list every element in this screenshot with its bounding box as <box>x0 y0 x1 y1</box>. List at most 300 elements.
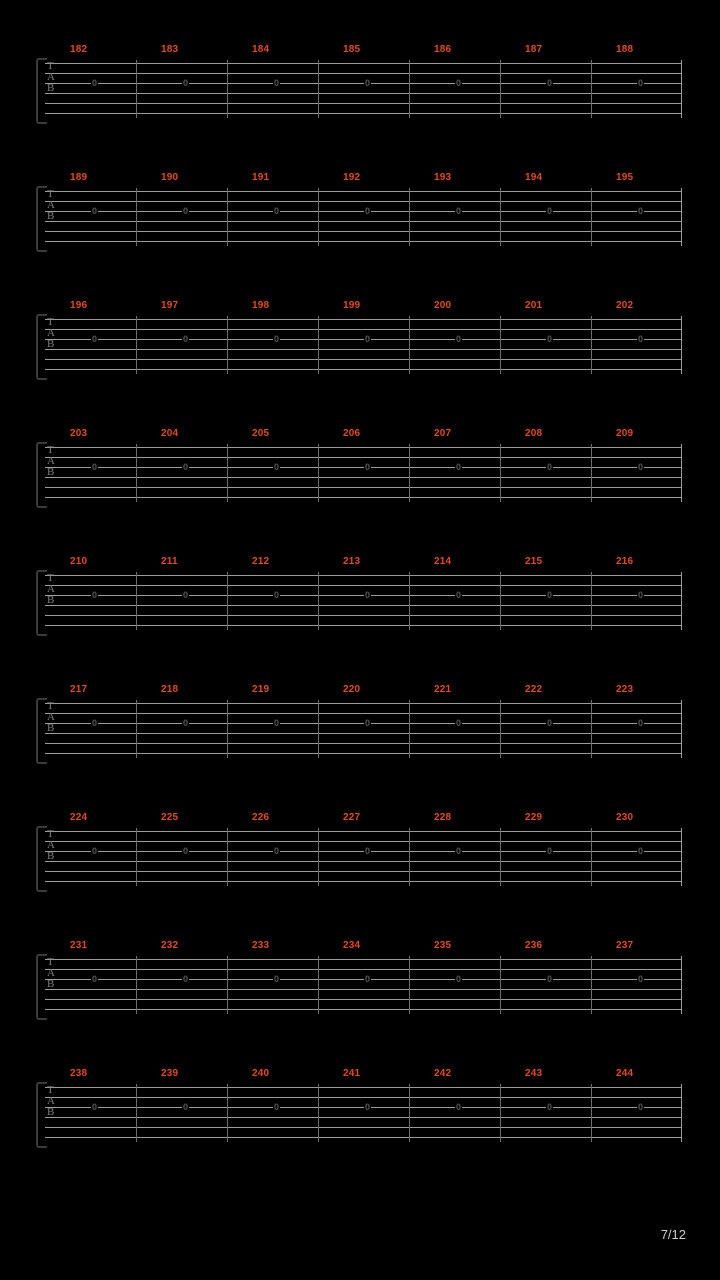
barline <box>591 188 592 246</box>
bar-number: 224 <box>70 812 88 823</box>
tab-clef-letter: T <box>47 60 54 72</box>
tab-note: 0 <box>456 1102 462 1112</box>
bar-number: 242 <box>434 1068 452 1079</box>
staff-system <box>36 684 682 758</box>
tab-note: 0 <box>456 590 462 600</box>
end-barline <box>681 316 682 374</box>
bar-number: 185 <box>343 44 361 55</box>
end-barline <box>681 444 682 502</box>
staff-system <box>36 172 682 246</box>
barline <box>409 828 410 886</box>
tab-clef <box>47 317 59 373</box>
staff-line <box>45 625 682 626</box>
barline <box>318 316 319 374</box>
bar-number: 207 <box>434 428 452 439</box>
bar-number: 202 <box>616 300 634 311</box>
tab-clef-letter: B <box>47 210 55 222</box>
tab-note: 0 <box>274 974 280 984</box>
tab-note: 0 <box>92 974 98 984</box>
bar-number: 223 <box>616 684 634 695</box>
staff-line <box>45 93 682 94</box>
barline <box>500 828 501 886</box>
tab-note: 0 <box>183 590 189 600</box>
staff-line <box>45 1097 682 1098</box>
bar-number: 186 <box>434 44 452 55</box>
barline <box>318 572 319 630</box>
tab-clef-letter: A <box>47 71 55 83</box>
tab-note: 0 <box>183 78 189 88</box>
tab-note: 0 <box>183 206 189 216</box>
barline <box>136 828 137 886</box>
bar-number: 187 <box>525 44 543 55</box>
bar-number: 184 <box>252 44 270 55</box>
bar-number: 231 <box>70 940 88 951</box>
barline <box>318 828 319 886</box>
barline <box>136 956 137 1014</box>
barline <box>500 700 501 758</box>
staff-line <box>45 575 682 576</box>
tab-note: 0 <box>547 206 553 216</box>
bar-number: 209 <box>616 428 634 439</box>
bar-number: 211 <box>161 556 178 567</box>
bar-number: 241 <box>343 1068 361 1079</box>
bar-number: 217 <box>70 684 88 695</box>
tab-note: 0 <box>274 718 280 728</box>
bar-number: 243 <box>525 1068 543 1079</box>
bar-number: 218 <box>161 684 179 695</box>
barline <box>136 444 137 502</box>
bar-number: 222 <box>525 684 543 695</box>
staff-line <box>45 241 682 242</box>
staff-lines <box>45 316 682 374</box>
staff-line <box>45 713 682 714</box>
tab-staff <box>36 1084 682 1142</box>
tab-note: 0 <box>456 718 462 728</box>
tab-clef-letter: A <box>47 711 55 723</box>
tab-note: 0 <box>547 846 553 856</box>
tab-note: 0 <box>638 590 644 600</box>
barline <box>591 828 592 886</box>
bar-number: 226 <box>252 812 270 823</box>
bar-number: 193 <box>434 172 452 183</box>
barline <box>409 572 410 630</box>
bar-number: 201 <box>525 300 543 311</box>
tab-note: 0 <box>92 78 98 88</box>
bar-number-row <box>36 300 682 314</box>
tab-clef-letter: A <box>47 1095 55 1107</box>
barline <box>227 572 228 630</box>
bar-number-row <box>36 940 682 954</box>
tab-staff <box>36 828 682 886</box>
staff-line <box>45 349 682 350</box>
barline <box>591 1084 592 1142</box>
tab-note: 0 <box>547 974 553 984</box>
barline <box>409 700 410 758</box>
barline <box>227 188 228 246</box>
tab-note: 0 <box>92 334 98 344</box>
tab-note: 0 <box>183 718 189 728</box>
tab-staff <box>36 956 682 1014</box>
staff-line <box>45 585 682 586</box>
bar-number: 238 <box>70 1068 88 1079</box>
bar-number: 203 <box>70 428 88 439</box>
tab-staff <box>36 444 682 502</box>
barline <box>500 60 501 118</box>
bar-number: 182 <box>70 44 88 55</box>
tab-note: 0 <box>183 846 189 856</box>
tab-note: 0 <box>547 462 553 472</box>
tab-clef-letter: B <box>47 1106 55 1118</box>
tab-clef-letter: A <box>47 455 55 467</box>
barline <box>409 1084 410 1142</box>
barline <box>500 444 501 502</box>
tab-note: 0 <box>638 718 644 728</box>
barline <box>227 60 228 118</box>
bar-number-row <box>36 428 682 442</box>
tab-staff <box>36 188 682 246</box>
tab-note: 0 <box>274 334 280 344</box>
tab-clef-letter: T <box>47 444 54 456</box>
tab-note: 0 <box>92 1102 98 1112</box>
bar-number: 232 <box>161 940 179 951</box>
tab-staff <box>36 316 682 374</box>
tab-note: 0 <box>456 462 462 472</box>
staff-system <box>36 428 682 502</box>
staff-line <box>45 743 682 744</box>
tab-note: 0 <box>547 718 553 728</box>
tab-note: 0 <box>365 974 371 984</box>
tab-note: 0 <box>274 78 280 88</box>
bar-number: 227 <box>343 812 361 823</box>
tab-note: 0 <box>92 206 98 216</box>
staff-lines <box>45 188 682 246</box>
staff-lines <box>45 572 682 630</box>
staff-line <box>45 231 682 232</box>
bar-number: 215 <box>525 556 543 567</box>
tab-clef <box>47 1085 59 1141</box>
end-barline <box>681 188 682 246</box>
barline <box>136 700 137 758</box>
staff-line <box>45 861 682 862</box>
tab-clef-letter: B <box>47 978 55 990</box>
barline <box>318 444 319 502</box>
tab-clef-letter: B <box>47 338 55 350</box>
barline <box>227 956 228 1014</box>
barline <box>136 572 137 630</box>
tab-clef <box>47 701 59 757</box>
staff-line <box>45 1087 682 1088</box>
tab-note: 0 <box>183 1102 189 1112</box>
staff-line <box>45 753 682 754</box>
bar-number: 197 <box>161 300 179 311</box>
barline <box>591 700 592 758</box>
tab-note: 0 <box>638 1102 644 1112</box>
bar-number: 239 <box>161 1068 179 1079</box>
tab-note: 0 <box>638 78 644 88</box>
barline <box>591 444 592 502</box>
staff-line <box>45 831 682 832</box>
tab-clef <box>47 957 59 1013</box>
bar-number: 204 <box>161 428 179 439</box>
staff-line <box>45 959 682 960</box>
barline <box>136 60 137 118</box>
tab-clef-letter: B <box>47 722 55 734</box>
staff-line <box>45 703 682 704</box>
bar-number-row <box>36 684 682 698</box>
bar-number: 200 <box>434 300 452 311</box>
staff-line <box>45 487 682 488</box>
bar-number: 183 <box>161 44 179 55</box>
tab-note: 0 <box>183 462 189 472</box>
bar-number: 199 <box>343 300 361 311</box>
bar-number: 206 <box>343 428 361 439</box>
barline <box>409 316 410 374</box>
staff-line <box>45 103 682 104</box>
staff-line <box>45 477 682 478</box>
bar-number: 240 <box>252 1068 270 1079</box>
bar-number: 219 <box>252 684 270 695</box>
tab-note: 0 <box>456 334 462 344</box>
tab-clef <box>47 829 59 885</box>
tab-clef-letter: T <box>47 188 54 200</box>
bar-number: 205 <box>252 428 270 439</box>
tab-clef-letter: A <box>47 967 55 979</box>
staff-line <box>45 999 682 1000</box>
bar-number-row <box>36 812 682 826</box>
bar-number: 189 <box>70 172 88 183</box>
tab-note: 0 <box>274 1102 280 1112</box>
bar-number: 191 <box>252 172 270 183</box>
barline <box>318 60 319 118</box>
staff-system <box>36 556 682 630</box>
tab-note: 0 <box>92 590 98 600</box>
bar-number: 194 <box>525 172 543 183</box>
staff-line <box>45 1009 682 1010</box>
end-barline <box>681 956 682 1014</box>
tab-note: 0 <box>274 206 280 216</box>
bar-number: 214 <box>434 556 452 567</box>
barline <box>409 60 410 118</box>
staff-system <box>36 940 682 1014</box>
tab-note: 0 <box>274 846 280 856</box>
bar-number: 236 <box>525 940 543 951</box>
barline <box>227 316 228 374</box>
tab-note: 0 <box>365 846 371 856</box>
barline <box>227 828 228 886</box>
bar-number: 212 <box>252 556 270 567</box>
barline <box>227 700 228 758</box>
staff-line <box>45 733 682 734</box>
staff-line <box>45 841 682 842</box>
end-barline <box>681 572 682 630</box>
tab-note: 0 <box>365 462 371 472</box>
staff-line <box>45 1127 682 1128</box>
barline <box>500 1084 501 1142</box>
tab-note: 0 <box>365 206 371 216</box>
bar-number: 228 <box>434 812 452 823</box>
staff-line <box>45 457 682 458</box>
tab-note: 0 <box>92 462 98 472</box>
bar-number: 216 <box>616 556 634 567</box>
end-barline <box>681 1084 682 1142</box>
tab-clef-letter: B <box>47 850 55 862</box>
tab-note: 0 <box>456 206 462 216</box>
staff-line <box>45 329 682 330</box>
tab-note: 0 <box>638 334 644 344</box>
staff-line <box>45 73 682 74</box>
bar-number: 235 <box>434 940 452 951</box>
bar-number: 229 <box>525 812 543 823</box>
staff-line <box>45 319 682 320</box>
staff-lines <box>45 1084 682 1142</box>
bar-number: 221 <box>434 684 452 695</box>
tab-note: 0 <box>547 334 553 344</box>
end-barline <box>681 60 682 118</box>
tab-note: 0 <box>365 590 371 600</box>
staff-line <box>45 881 682 882</box>
tab-clef-letter: T <box>47 316 54 328</box>
end-barline <box>681 700 682 758</box>
tab-staff <box>36 572 682 630</box>
tab-note: 0 <box>456 846 462 856</box>
tab-clef-letter: B <box>47 82 55 94</box>
tab-note: 0 <box>547 590 553 600</box>
bar-number: 225 <box>161 812 179 823</box>
staff-lines <box>45 956 682 1014</box>
barline <box>318 188 319 246</box>
staff-line <box>45 871 682 872</box>
tab-clef-letter: T <box>47 572 54 584</box>
tab-clef-letter: B <box>47 466 55 478</box>
tab-clef-letter: A <box>47 583 55 595</box>
bar-number: 195 <box>616 172 634 183</box>
bar-number: 198 <box>252 300 270 311</box>
tab-note: 0 <box>92 846 98 856</box>
barline <box>500 572 501 630</box>
barline <box>409 444 410 502</box>
bar-number-row <box>36 172 682 186</box>
tab-clef-letter: T <box>47 956 54 968</box>
tab-note: 0 <box>274 462 280 472</box>
bar-number: 244 <box>616 1068 634 1079</box>
tab-clef-letter: A <box>47 199 55 211</box>
staff-line <box>45 369 682 370</box>
tab-staff <box>36 60 682 118</box>
tab-clef-letter: T <box>47 828 54 840</box>
bar-number: 190 <box>161 172 179 183</box>
tab-note: 0 <box>638 206 644 216</box>
staff-system <box>36 812 682 886</box>
bar-number: 210 <box>70 556 88 567</box>
bar-number: 237 <box>616 940 634 951</box>
tab-clef-letter: A <box>47 839 55 851</box>
tab-clef-letter: A <box>47 327 55 339</box>
tab-note: 0 <box>274 590 280 600</box>
barline <box>500 956 501 1014</box>
tab-clef <box>47 573 59 629</box>
barline <box>136 1084 137 1142</box>
bar-number-row <box>36 1068 682 1082</box>
staff-lines <box>45 60 682 118</box>
page-number: 7/12 <box>660 1227 686 1242</box>
barline <box>318 700 319 758</box>
tab-note: 0 <box>638 846 644 856</box>
tab-clef-letter: T <box>47 1084 54 1096</box>
barline <box>136 316 137 374</box>
end-barline <box>681 828 682 886</box>
tab-note: 0 <box>365 334 371 344</box>
staff-line <box>45 605 682 606</box>
barline <box>500 316 501 374</box>
tab-note: 0 <box>183 974 189 984</box>
staff-line <box>45 221 682 222</box>
bar-number: 233 <box>252 940 270 951</box>
barline <box>591 572 592 630</box>
tab-note: 0 <box>92 718 98 728</box>
staff-line <box>45 359 682 360</box>
staff-line <box>45 113 682 114</box>
bar-number: 208 <box>525 428 543 439</box>
barline <box>409 188 410 246</box>
tab-note: 0 <box>365 718 371 728</box>
staff-line <box>45 989 682 990</box>
barline <box>591 316 592 374</box>
bar-number: 196 <box>70 300 88 311</box>
barline <box>227 1084 228 1142</box>
bar-number-row <box>36 44 682 58</box>
staff-lines <box>45 828 682 886</box>
staff-lines <box>45 444 682 502</box>
bar-number: 220 <box>343 684 361 695</box>
barline <box>591 956 592 1014</box>
barline <box>409 956 410 1014</box>
barline <box>318 1084 319 1142</box>
bar-number: 234 <box>343 940 361 951</box>
staff-line <box>45 497 682 498</box>
tab-note: 0 <box>456 974 462 984</box>
barline <box>227 444 228 502</box>
barline <box>318 956 319 1014</box>
tab-clef <box>47 61 59 117</box>
staff-system <box>36 300 682 374</box>
barline <box>591 60 592 118</box>
barline <box>500 188 501 246</box>
bar-number: 230 <box>616 812 634 823</box>
tab-note: 0 <box>547 78 553 88</box>
tab-clef <box>47 445 59 501</box>
tab-clef-letter: T <box>47 700 54 712</box>
staff-system <box>36 44 682 118</box>
tab-note: 0 <box>547 1102 553 1112</box>
tab-note: 0 <box>183 334 189 344</box>
bar-number-row <box>36 556 682 570</box>
tab-note: 0 <box>638 974 644 984</box>
bar-number: 192 <box>343 172 361 183</box>
bar-number: 188 <box>616 44 634 55</box>
barline <box>136 188 137 246</box>
tab-note: 0 <box>365 78 371 88</box>
staff-system <box>36 1068 682 1142</box>
staff-lines <box>45 700 682 758</box>
tab-clef <box>47 189 59 245</box>
tab-clef-letter: B <box>47 594 55 606</box>
staff-line <box>45 1137 682 1138</box>
staff-line <box>45 201 682 202</box>
tab-staff <box>36 700 682 758</box>
bar-number: 213 <box>343 556 361 567</box>
tab-note: 0 <box>456 78 462 88</box>
staff-line <box>45 191 682 192</box>
